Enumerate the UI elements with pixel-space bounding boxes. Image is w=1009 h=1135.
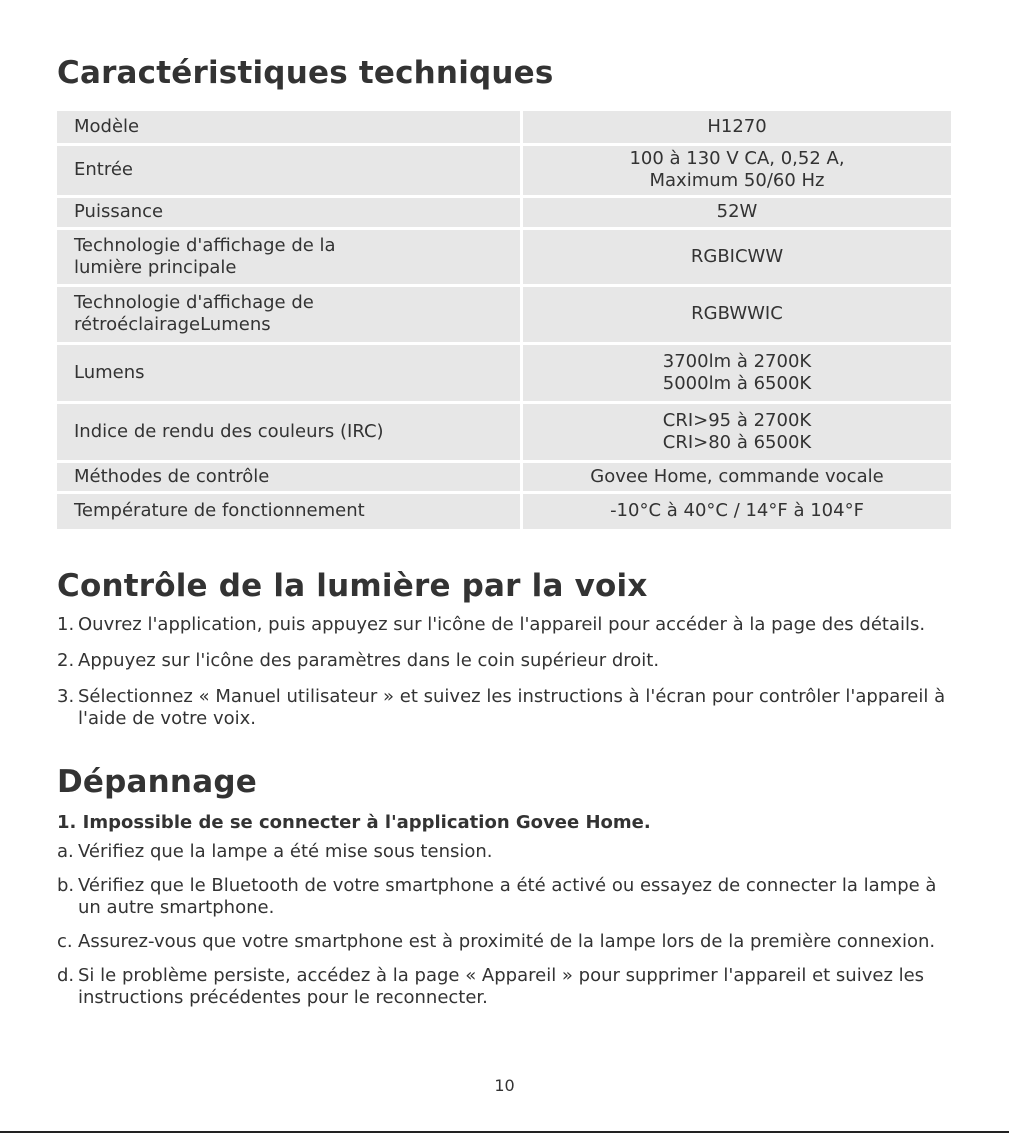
spec-value: -10°C à 40°C / 14°F à 104°F (522, 492, 952, 530)
troubleshooting-heading: Dépannage (57, 764, 257, 800)
spec-value: H1270 (522, 111, 952, 144)
table-row (57, 343, 951, 402)
step-text: Assurez-vous que votre smartphone est à proximité de la lampe lors de la première connexion. (78, 931, 936, 952)
spec-label: Méthodes de contrôle (57, 461, 522, 492)
table-row (57, 461, 951, 492)
list-item (57, 614, 957, 636)
spec-label: Lumens (57, 343, 522, 402)
voice-control-heading: Contrôle de la lumière par la voix (57, 568, 648, 604)
list-item (57, 931, 962, 953)
spec-label: Entrée (57, 144, 522, 196)
spec-value: RGBWWIC (522, 285, 952, 343)
list-marker: d. (57, 965, 75, 986)
page-number: 10 (494, 1076, 515, 1095)
list-item (57, 686, 957, 730)
table-row (57, 144, 951, 196)
step-text: Vérifiez que la lampe a été mise sous tension. (78, 841, 493, 862)
list-marker: 3. (57, 686, 75, 707)
step-text: Sélectionnez « Manuel utilisateur » et suivez les instructions à l'écran pour contrôler l'appareil à l'aide de votre voix. (78, 686, 946, 729)
table-row (57, 402, 951, 461)
list-marker: b. (57, 875, 75, 896)
spec-label: Indice de rendu des couleurs (IRC) (57, 402, 522, 461)
step-text: Si le problème persiste, accédez à la page « Appareil » pour supprimer l'appareil et suivez les instructions précédentes pour le reconnecter. (78, 965, 925, 1008)
table-row (57, 285, 951, 343)
spec-value: CRI>95 à 2700K CRI>80 à 6500K (522, 402, 952, 461)
step-text: Vérifiez que le Bluetooth de votre smartphone a été activé ou essayez de connecter la lampe à un autre smartphone. (78, 875, 937, 918)
spec-label: Température de fonctionnement (57, 492, 522, 530)
step-text: Appuyez sur l'icône des paramètres dans le coin supérieur droit. (78, 650, 660, 671)
spec-value: 52W (522, 196, 952, 228)
list-marker: c. (57, 931, 73, 952)
table-row (57, 492, 951, 530)
list-marker: 2. (57, 650, 75, 671)
spec-value: 100 à 130 V CA, 0,52 A, Maximum 50/60 Hz (522, 144, 952, 196)
voice-steps-list (57, 614, 957, 744)
list-marker: 1. (57, 614, 75, 635)
spec-label: Technologie d'affichage de rétroéclairageLumens (57, 285, 522, 343)
table-row (57, 196, 951, 228)
list-item (57, 841, 962, 863)
troubleshooting-steps-list (57, 841, 962, 1021)
issue-heading: 1. Impossible de se connecter à l'application Govee Home. (57, 812, 651, 833)
list-item (57, 965, 962, 1009)
spec-label: Technologie d'affichage de la lumière principale (57, 228, 522, 285)
list-item (57, 875, 962, 919)
table-row (57, 228, 951, 285)
list-marker: a. (57, 841, 74, 862)
spec-value: RGBICWW (522, 228, 952, 285)
table-row (57, 111, 951, 144)
specs-heading: Caractéristiques techniques (57, 55, 554, 91)
specs-table (57, 111, 951, 532)
spec-value: 3700lm à 2700K 5000lm à 6500K (522, 343, 952, 402)
spec-label: Puissance (57, 196, 522, 228)
list-item (57, 650, 957, 672)
step-text: Ouvrez l'application, puis appuyez sur l'icône de l'appareil pour accéder à la page des détails. (78, 614, 926, 635)
spec-label: Modèle (57, 111, 522, 144)
spec-value: Govee Home, commande vocale (522, 461, 952, 492)
page-bottom-rule (0, 1131, 1009, 1133)
